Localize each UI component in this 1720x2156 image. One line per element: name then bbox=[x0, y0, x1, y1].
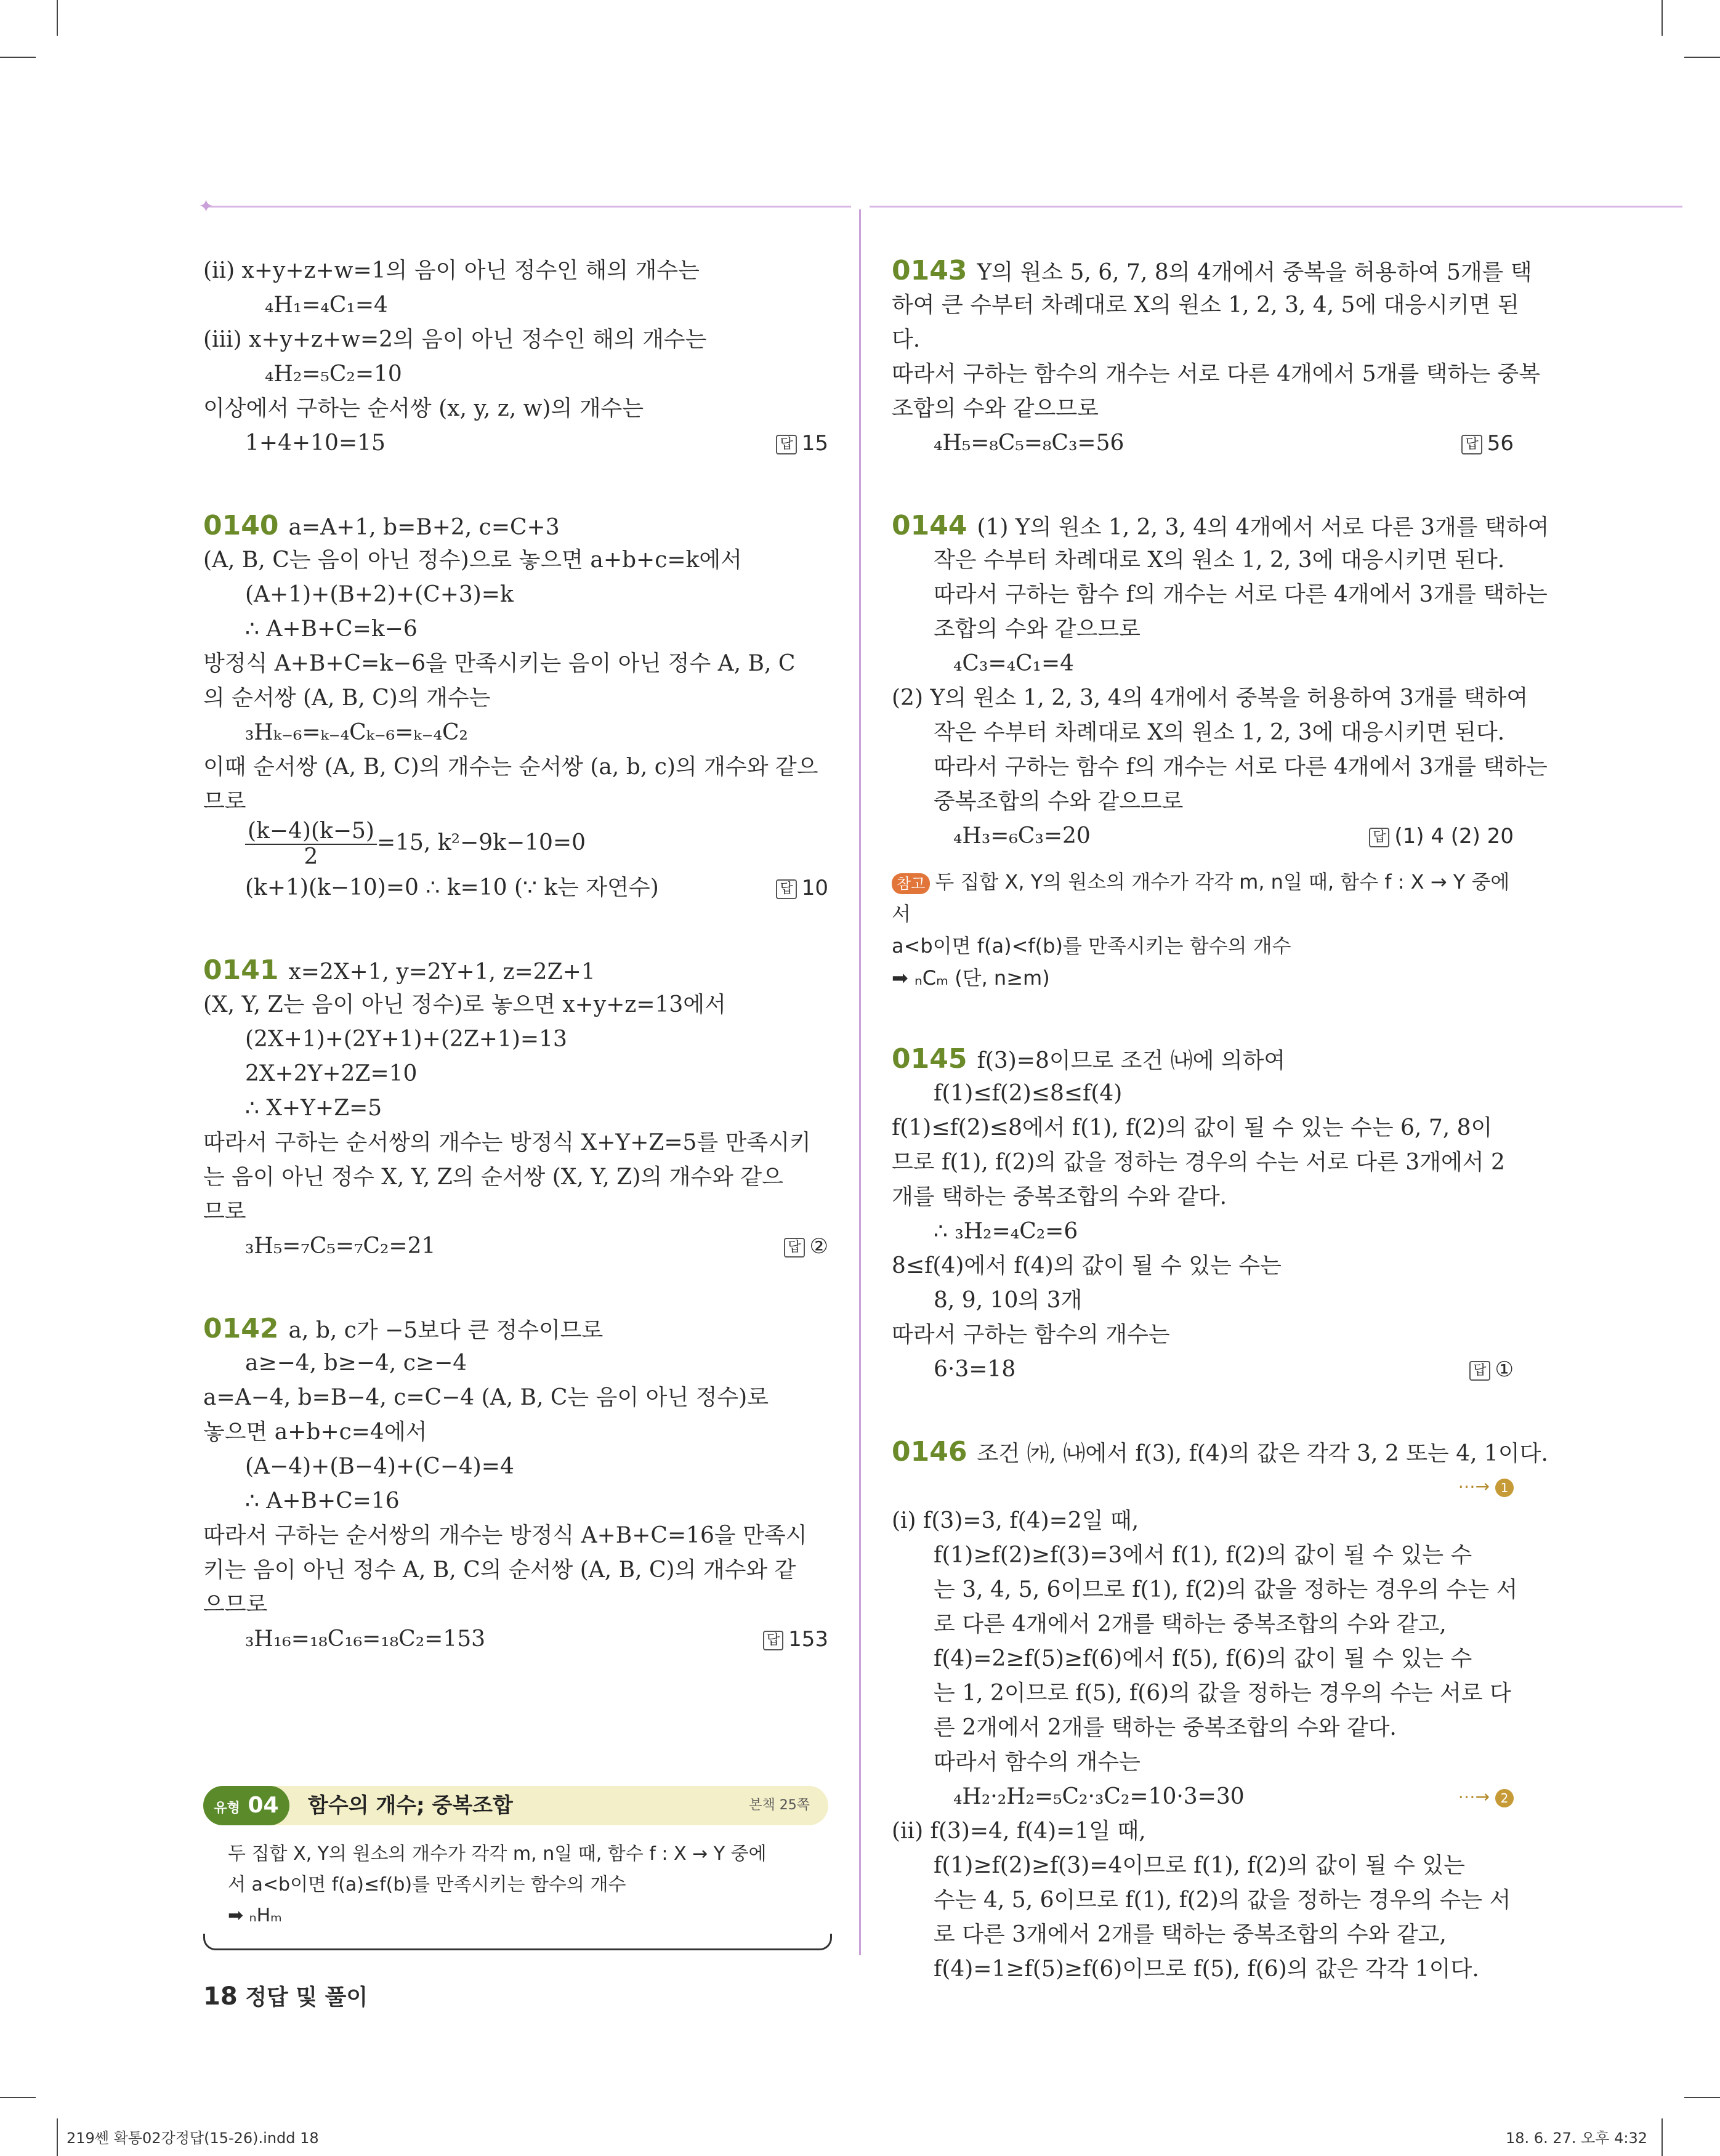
text-line: 8, 9, 10의 3개 bbox=[934, 1288, 1083, 1313]
formula: ∴ X+Y+Z=5 bbox=[245, 1096, 382, 1121]
text-line: 개를 택하는 중복조합의 수와 같다. bbox=[892, 1184, 1227, 1209]
answer-mark bbox=[776, 426, 828, 461]
header-rule bbox=[203, 206, 851, 208]
formula: ₄H₂=₅C₂=10 bbox=[265, 361, 402, 387]
box-border bbox=[203, 1934, 832, 1950]
text-line: a, b, c가 −5보다 큰 정수이므로 bbox=[288, 1318, 604, 1343]
formula: (A+1)+(B+2)+(C+3)=k bbox=[245, 582, 514, 607]
fraction-numerator: (k−4)(k−5) bbox=[245, 819, 377, 845]
problem-0145 bbox=[892, 1042, 1514, 1387]
text-line: f(1)≥f(2)≥f(3)=3에서 f(1), f(2)의 값이 될 수 있는 수 bbox=[934, 1543, 1472, 1568]
text-line: 두 집합 X, Y의 원소의 개수가 각각 m, n일 때, 함수 f : X → Y 중에 bbox=[228, 1843, 767, 1865]
type-reference: 본책 25쪽 bbox=[749, 1798, 810, 1813]
step-number-icon: 1 bbox=[1495, 1479, 1514, 1497]
text-line: 따라서 구하는 순서쌍의 개수는 방정식 X+Y+Z=5를 만족시키 bbox=[203, 1130, 811, 1155]
formula: ₄C₃=₄C₁=4 bbox=[953, 651, 1075, 676]
text-line: f(4)=2≥f(5)≥f(6)에서 f(5), f(6)의 값이 될 수 있는 수 bbox=[934, 1646, 1472, 1671]
formula: ∴ ₃H₂=₄C₂=6 bbox=[934, 1219, 1078, 1244]
text-line: 방정식 A+B+C=k−6을 만족시키는 음이 아닌 정수 A, B, C bbox=[203, 651, 796, 676]
page-label: 정답 및 풀이 bbox=[245, 1985, 368, 2010]
text-line: 다. bbox=[892, 327, 921, 352]
text-line: 는 음이 아닌 정수 X, Y, Z의 순서쌍 (X, Y, Z)의 개수와 같으 bbox=[203, 1165, 783, 1190]
formula: ➡ ₙHₘ bbox=[228, 1905, 282, 1926]
text-line: f(1)≤f(2)≤8에서 f(1), f(2)의 값이 될 수 있는 수는 6, 7, 8이 bbox=[892, 1115, 1493, 1141]
star-icon: ✦ bbox=[198, 196, 214, 217]
print-slug-file: 219쎈 확통02강정답(15-26).indd 18 bbox=[67, 2130, 319, 2147]
crop-mark bbox=[57, 0, 58, 36]
text-line: 른 2개에서 2개를 택하는 중복조합의 수와 같다. bbox=[934, 1715, 1397, 1740]
crop-mark bbox=[1684, 2097, 1720, 2098]
text-line: 수는 4, 5, 6이므로 f(1), f(2)의 값을 정하는 경우의 수는 서 bbox=[934, 1888, 1511, 1913]
crop-mark bbox=[57, 2118, 58, 2156]
note-formula: ➡ ₙCₘ (단, n≥m) bbox=[892, 966, 1050, 990]
problem-number: 0140 bbox=[203, 510, 279, 541]
answer-mark bbox=[1461, 426, 1514, 461]
step-marker: ⋯→ 2 bbox=[1458, 1780, 1514, 1814]
type-summary-box bbox=[203, 1786, 828, 1949]
text-line: 로 다른 4개에서 2개를 택하는 중복조합의 수와 같고, bbox=[934, 1612, 1447, 1637]
text-line: 작은 수부터 차례대로 X의 원소 1, 2, 3에 대응시키면 된다. bbox=[934, 547, 1505, 573]
formula: ₄H₃=₆C₃=20 bbox=[953, 823, 1091, 849]
problem-0140 bbox=[203, 509, 828, 905]
crop-mark bbox=[1661, 0, 1663, 36]
answer-icon: 답 bbox=[1469, 1361, 1490, 1381]
text-line: (ⅲ) x+y+z+w=2의 음이 아닌 정수인 해의 개수는 bbox=[203, 327, 707, 352]
answer-icon: 답 bbox=[763, 1631, 783, 1650]
answer-mark bbox=[776, 871, 828, 905]
text-line: 므로 f(1), f(2)의 값을 정하는 경우의 수는 서로 다른 3개에서 2 bbox=[892, 1150, 1505, 1175]
formula: 1+4+10=15 bbox=[245, 430, 386, 456]
text-line: 중복조합의 수와 같으므로 bbox=[934, 789, 1184, 814]
text-line: Y의 원소 5, 6, 7, 8의 4개에서 중복을 허용하여 5개를 택 bbox=[977, 260, 1532, 285]
text-line: 는 3, 4, 5, 6이므로 f(1), f(2)의 값을 정하는 경우의 수는 서 bbox=[934, 1577, 1518, 1602]
answer-icon: 답 bbox=[776, 879, 796, 899]
crop-mark bbox=[0, 57, 36, 58]
answer-value: ① bbox=[1495, 1357, 1514, 1382]
answer-mark bbox=[763, 1622, 828, 1657]
formula: f(1)≤f(2)≤8≤f(4) bbox=[934, 1081, 1123, 1106]
type-header bbox=[203, 1786, 828, 1825]
problem-0144 bbox=[892, 509, 1549, 854]
text-line: 으므로 bbox=[203, 1592, 268, 1617]
answer-value: ② bbox=[809, 1234, 828, 1259]
text-line: 따라서 구하는 순서쌍의 개수는 방정식 A+B+C=16을 만족시 bbox=[203, 1523, 807, 1548]
text-line bbox=[203, 426, 828, 461]
formula: a≥−4, b≥−4, c≥−4 bbox=[245, 1351, 467, 1376]
formula: (k+1)(k−10)=0 ∴ k=10 (∵ k는 자연수) bbox=[245, 875, 659, 900]
note-text: a<b이면 f(a)<f(b)를 만족시키는 함수의 개수 bbox=[892, 934, 1291, 958]
crop-mark bbox=[1661, 2118, 1663, 2156]
problem-head bbox=[892, 254, 1532, 288]
problem-head bbox=[203, 509, 828, 543]
problem-0146 bbox=[892, 1435, 1548, 1987]
text-line: 므로 bbox=[203, 1199, 246, 1224]
answer-value: 56 bbox=[1487, 431, 1514, 456]
text-line: 조합의 수와 같으므로 bbox=[892, 396, 1099, 421]
formula: 6·3=18 bbox=[934, 1357, 1016, 1382]
type-badge-number: 04 bbox=[248, 1793, 279, 1818]
problem-number: 0145 bbox=[892, 1043, 967, 1075]
formula: =15, k²−9k−10=0 bbox=[376, 830, 586, 855]
answer-value: (1) 4 (2) 20 bbox=[1394, 824, 1514, 849]
print-slug-time: 18. 6. 27. 오후 4:32 bbox=[1506, 2130, 1648, 2147]
answer-icon: 답 bbox=[776, 435, 796, 454]
formula: ∴ A+B+C=k−6 bbox=[245, 616, 418, 642]
problem-head bbox=[892, 1042, 1514, 1076]
text-line: x=2X+1, y=2Y+1, z=2Z+1 bbox=[288, 959, 596, 985]
text-line bbox=[203, 1622, 828, 1657]
text-line: (ⅱ) x+y+z+w=1의 음이 아닌 정수인 해의 개수는 bbox=[203, 258, 700, 283]
column-divider bbox=[859, 209, 861, 1955]
formula: ₄H₅=₈C₅=₈C₃=56 bbox=[934, 430, 1124, 456]
step-number-icon: 2 bbox=[1495, 1789, 1514, 1807]
formula: ₃H₅=₇C₅=₇C₂=21 bbox=[245, 1233, 436, 1259]
formula: ∴ A+B+C=16 bbox=[245, 1488, 400, 1514]
problem-head bbox=[203, 953, 828, 988]
text-line: a=A+1, b=B+2, c=C+3 bbox=[288, 515, 560, 540]
left-column bbox=[203, 254, 828, 1705]
text-line: (1) Y의 원소 1, 2, 3, 4의 4개에서 서로 다른 3개를 택하여 bbox=[977, 515, 1549, 540]
formula: ₃H₁₆=₁₈C₁₆=₁₈C₂=153 bbox=[245, 1626, 486, 1652]
step-marker-line bbox=[892, 1469, 1514, 1504]
type-title: 함수의 개수; 중복조합 bbox=[308, 1793, 513, 1818]
formula: ₄H₁=₄C₁=4 bbox=[265, 293, 388, 318]
formula: ₄H₂·₂H₂=₅C₂·₃C₂=10·3=30 bbox=[953, 1784, 1245, 1809]
answer-mark bbox=[1369, 819, 1514, 854]
text-line: (X, Y, Z는 음이 아닌 정수)로 놓으면 x+y+z=13에서 bbox=[203, 992, 726, 1017]
text-line: 8≤f(4)에서 f(4)의 값이 될 수 있는 수는 bbox=[892, 1253, 1282, 1278]
answer-mark bbox=[784, 1229, 828, 1264]
text-line bbox=[892, 819, 1514, 854]
fraction-denominator: 2 bbox=[304, 844, 318, 870]
text-line: 서 a<b이면 f(a)≤f(b)를 만족시키는 함수의 개수 bbox=[228, 1874, 626, 1896]
right-column bbox=[892, 254, 1549, 1987]
text-line bbox=[892, 1780, 1514, 1814]
solution-continued bbox=[203, 254, 828, 461]
crop-mark bbox=[0, 2097, 36, 2098]
page-footer bbox=[203, 1980, 368, 2011]
problem-number: 0142 bbox=[203, 1313, 279, 1344]
text-line bbox=[892, 1352, 1514, 1387]
text-line: f(3)=8이므로 조건 ㈏에 의하여 bbox=[977, 1048, 1286, 1073]
text-line: 하여 큰 수부터 차례대로 X의 원소 1, 2, 3, 4, 5에 대응시키면 된 bbox=[892, 293, 1519, 318]
step-marker: ⋯→ 1 bbox=[1458, 1469, 1514, 1504]
text-line: 따라서 구하는 함수의 개수는 bbox=[892, 1322, 1170, 1347]
answer-icon: 답 bbox=[784, 1238, 804, 1258]
text-line bbox=[203, 1229, 828, 1264]
text-line: f(4)=1≥f(5)≥f(6)이므로 f(5), f(6)의 값은 각각 1이다. bbox=[934, 1956, 1479, 1982]
header-rule bbox=[870, 206, 1682, 208]
type-body bbox=[228, 1839, 819, 1931]
note-badge: 참고 bbox=[892, 873, 930, 894]
text-line: 조건 ㈎, ㈏에서 f(3), f(4)의 값은 각각 3, 2 또는 4, 1이다. bbox=[977, 1441, 1548, 1466]
fraction bbox=[245, 819, 377, 870]
text-line: 따라서 구하는 함수 f의 개수는 서로 다른 4개에서 3개를 택하는 bbox=[934, 754, 1548, 780]
text-line: 조합의 수와 같으므로 bbox=[934, 616, 1141, 642]
answer-value: 153 bbox=[788, 1627, 828, 1652]
type-badge-word: 유형 bbox=[214, 1801, 240, 1816]
text-line bbox=[892, 426, 1514, 461]
text-line: 이상에서 구하는 순서쌍 (x, y, z, w)의 개수는 bbox=[203, 396, 644, 421]
note-text: 두 집합 X, Y의 원소의 개수가 각각 m, n일 때, 함수 f : X → Y 중에서 bbox=[892, 870, 1510, 926]
formula: (2X+1)+(2Y+1)+(2Z+1)=13 bbox=[245, 1027, 567, 1052]
text-line: 이때 순서쌍 (A, B, C)의 개수는 순서쌍 (a, b, c)의 개수와 같으 bbox=[203, 754, 818, 780]
text-line: f(1)≥f(2)≥f(3)=4이므로 f(1), f(2)의 값이 될 수 있는 bbox=[934, 1853, 1465, 1878]
text-line: (A, B, C는 음이 아닌 정수)으로 놓으면 a+b+c=k에서 bbox=[203, 547, 742, 573]
crop-mark bbox=[1684, 57, 1720, 58]
answer-icon: 답 bbox=[1369, 828, 1389, 847]
problem-0142 bbox=[203, 1312, 828, 1657]
fraction-line bbox=[203, 819, 828, 871]
formula: 2X+2Y+2Z=10 bbox=[245, 1061, 418, 1086]
reference-note bbox=[892, 866, 1514, 994]
text-line: (2) Y의 원소 1, 2, 3, 4의 4개에서 중복을 허용하여 3개를 택하여 bbox=[892, 685, 1528, 711]
problem-number: 0143 bbox=[892, 255, 967, 286]
answer-value: 10 bbox=[801, 876, 828, 900]
text-line: 므로 bbox=[203, 789, 246, 814]
text-line: 로 다른 3개에서 2개를 택하는 중복조합의 수와 같고, bbox=[934, 1922, 1447, 1947]
text-line: 따라서 구하는 함수 f의 개수는 서로 다른 4개에서 3개를 택하는 bbox=[934, 582, 1548, 607]
problem-head bbox=[892, 509, 1549, 543]
problem-0141 bbox=[203, 953, 828, 1264]
text-line bbox=[892, 866, 1514, 930]
text-line: 키는 음이 아닌 정수 A, B, C의 순서쌍 (A, B, C)의 개수와 같 bbox=[203, 1557, 796, 1583]
text-line: a=A−4, b=B−4, c=C−4 (A, B, C는 음이 아닌 정수)로 bbox=[203, 1385, 769, 1410]
formula: ₃Hₖ₋₆=ₖ₋₄Cₖ₋₆=ₖ₋₄C₂ bbox=[245, 720, 468, 745]
problem-0143 bbox=[892, 254, 1540, 461]
text-line: 의 순서쌍 (A, B, C)의 개수는 bbox=[203, 685, 491, 711]
type-badge bbox=[203, 1786, 289, 1825]
answer-icon: 답 bbox=[1461, 435, 1482, 454]
text-line bbox=[203, 871, 828, 905]
text-line: 작은 수부터 차례대로 X의 원소 1, 2, 3에 대응시키면 된다. bbox=[934, 720, 1505, 745]
page-number: 18 bbox=[203, 1982, 238, 2011]
text-line: 따라서 구하는 함수의 개수는 서로 다른 4개에서 5개를 택하는 중복 bbox=[892, 361, 1540, 387]
problem-number: 0146 bbox=[892, 1436, 967, 1468]
problem-number: 0144 bbox=[892, 510, 967, 541]
problem-head bbox=[203, 1312, 828, 1346]
text-line: 는 1, 2이므로 f(5), f(6)의 값을 정하는 경우의 수는 서로 다 bbox=[934, 1681, 1511, 1706]
text-line: 따라서 함수의 개수는 bbox=[934, 1750, 1141, 1775]
problem-head bbox=[892, 1435, 1548, 1469]
answer-value: 15 bbox=[801, 431, 828, 456]
text-line: (ⅱ) f(3)=4, f(4)=1일 때, bbox=[892, 1819, 1146, 1844]
text-line: (ⅰ) f(3)=3, f(4)=2일 때, bbox=[892, 1508, 1139, 1533]
answer-mark bbox=[1469, 1352, 1514, 1387]
problem-number: 0141 bbox=[203, 955, 279, 986]
text-line: 놓으면 a+b+c=4에서 bbox=[203, 1419, 427, 1445]
formula: (A−4)+(B−4)+(C−4)=4 bbox=[245, 1454, 514, 1479]
